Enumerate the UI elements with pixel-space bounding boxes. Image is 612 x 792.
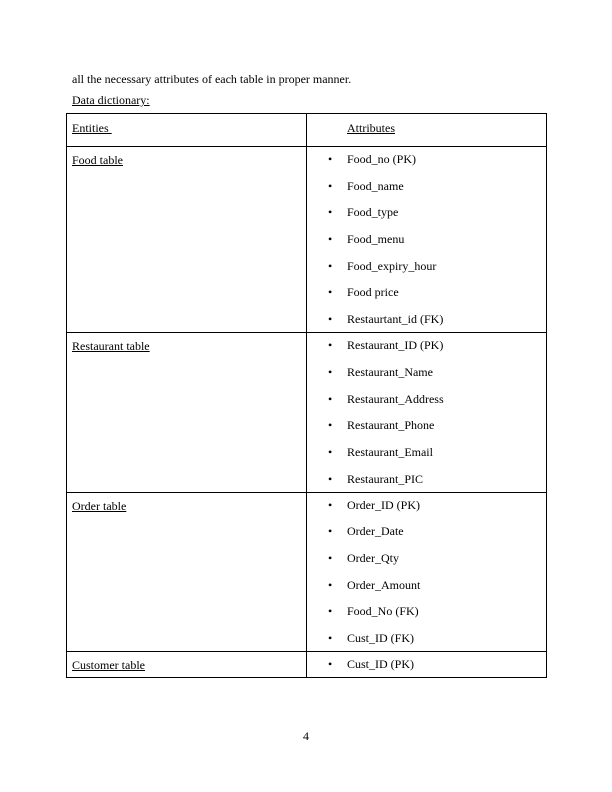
bullet-icon: • (328, 657, 333, 671)
page-number: 4 (303, 729, 309, 743)
data-dictionary-table (66, 113, 547, 678)
attribute-text: Restaurant_Email (347, 444, 433, 459)
attribute-text: Food price (347, 285, 399, 300)
attribute-text: Order_Date (347, 524, 404, 539)
attribute-text: Food_type (347, 205, 399, 220)
entity-cell (67, 147, 307, 333)
attribute-list (307, 493, 546, 651)
bullet-icon: • (328, 178, 333, 193)
attribute-item (307, 338, 546, 365)
bullet-icon: • (328, 232, 333, 247)
attributes-cell (307, 492, 547, 651)
entity-name: Order table (72, 498, 127, 513)
bullet-icon: • (328, 258, 333, 273)
table-row (67, 652, 547, 678)
attribute-text: Cust_ID (FK) (347, 631, 415, 645)
attribute-text: Restaurant_PIC (347, 471, 423, 486)
bullet-icon: • (328, 205, 333, 220)
attribute-item (307, 205, 546, 232)
header-entities-cell (67, 114, 307, 147)
attribute-text: Restaurant_Phone (347, 418, 435, 433)
bullet-icon: • (328, 338, 333, 353)
bullet-icon: • (328, 285, 333, 300)
bullet-icon: • (328, 152, 333, 166)
attribute-text: Food_menu (347, 232, 405, 247)
attribute-text: Food_expiry_hour (347, 258, 437, 273)
attribute-text: Food_no (PK) (347, 152, 417, 166)
attribute-item (307, 604, 546, 631)
table-header-row (67, 114, 547, 147)
bullet-icon: • (328, 577, 333, 592)
bullet-icon: • (328, 550, 333, 565)
bullet-icon: • (328, 444, 333, 459)
table-row (67, 492, 547, 651)
data-dictionary-label: Data dictionary: (72, 93, 150, 107)
attribute-text: Restaurtant_id (FK) (347, 312, 444, 327)
entity-cell (67, 492, 307, 651)
attribute-text: Order_Amount (347, 577, 421, 592)
attribute-item (307, 285, 546, 312)
attribute-list (307, 147, 546, 332)
bullet-icon: • (328, 364, 333, 379)
bullet-icon: • (328, 391, 333, 406)
bullet-icon: • (328, 312, 333, 327)
attribute-text: Restaurant_Address (347, 391, 444, 406)
attribute-text: Order_ID (PK) (347, 497, 420, 512)
attribute-text: Restaurant_ID (PK) (347, 338, 444, 353)
attribute-text: Cust_ID (PK) (347, 657, 415, 671)
attributes-cell (307, 652, 547, 678)
entity-name: Restaurant table (72, 339, 150, 354)
header-attributes-cell (307, 114, 547, 147)
attribute-text: Restaurant_Name (347, 364, 433, 379)
bullet-icon: • (328, 471, 333, 486)
attribute-item (307, 445, 546, 472)
entity-cell (67, 333, 307, 492)
attributes-cell (307, 147, 547, 333)
attribute-item (307, 472, 546, 486)
table-row (67, 333, 547, 492)
entity-name: Customer table (72, 658, 145, 672)
attribute-list (307, 333, 546, 491)
bullet-icon: • (328, 497, 333, 512)
attribute-item (307, 631, 546, 645)
attribute-item (307, 551, 546, 578)
attribute-item (307, 259, 546, 286)
bullet-icon: • (328, 604, 333, 619)
bullet-icon: • (328, 524, 333, 539)
attributes-cell (307, 333, 547, 492)
attribute-text: Food_No (FK) (347, 604, 419, 619)
table-row (67, 147, 547, 333)
header-entities: Entities (72, 121, 112, 135)
intro-text: all the necessary attributes of each table in proper manner. (72, 72, 352, 86)
header-attributes: Attributes (347, 121, 395, 135)
entity-name: Food table (72, 153, 123, 167)
attribute-item (307, 152, 546, 179)
attribute-item (307, 657, 546, 671)
attribute-item (307, 392, 546, 419)
entity-cell (67, 652, 307, 678)
attribute-item (307, 312, 546, 326)
attribute-text: Food_name (347, 178, 404, 193)
attribute-item (307, 418, 546, 445)
attribute-text: Order_Qty (347, 550, 399, 565)
attribute-item (307, 365, 546, 392)
attribute-item (307, 498, 546, 525)
attribute-item (307, 578, 546, 605)
attribute-item (307, 524, 546, 551)
bullet-icon: • (328, 418, 333, 433)
attribute-item (307, 179, 546, 206)
bullet-icon: • (328, 631, 333, 645)
attribute-item (307, 232, 546, 259)
attribute-list (307, 652, 546, 677)
